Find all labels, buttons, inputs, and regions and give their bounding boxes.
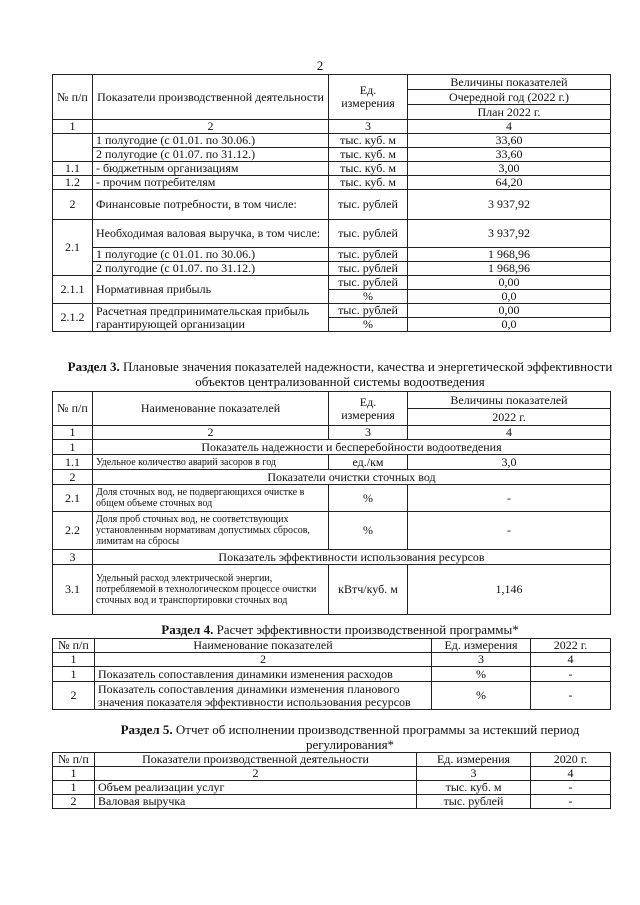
table-row: 1 Показатель сопоставления динамики изменения расходов % - [53,667,611,682]
table-row: 1 полугодие (с 01.01. по 30.06.) тыс. куб. м 33,60 [53,134,611,148]
table-row: 1 полугодие (с 01.01. по 30.06.) тыс. рублей 1 968,96 [53,248,611,262]
header-values: Величины показателей [408,75,611,90]
section5-title: Отчет об исполнении производственной программы за истекший период регулирования* [175,722,580,752]
header-unit: Ед. измерения [417,753,531,767]
section3-title: Плановые значения показателей надежности, качества и энергетической эффективности объектов централизованной системы водоотведения [122,359,613,389]
table-row: 3.1 Удельный расход электрической энергии, потребляемой в технологическом процессе очистки сточных вод и транспортировки сточных вод кВтч/куб. м 1,146 [53,565,611,615]
header-num: № п/п [53,753,95,767]
header-name: Показатели производственной деятельности [95,753,417,767]
table-row: % 0,0 [53,318,611,332]
table-row: 1 Объем реализации услуг тыс. куб. м - [53,781,611,795]
reliability-indicators-table [52,391,611,615]
section5-label: Раздел 5. [120,722,173,737]
table-row: 2.2 Доля проб сточных вод, не соответствующих установленным нормативам допустимых сбросов, лимитам на сбросы % - [53,512,611,550]
header-year: Очередной год (2022 г.) [408,90,611,105]
table-row: 2 Показатель сопоставления динамики изменения планового значения показателя эффективности использования ресурсов % - [53,682,611,710]
table-row: 2 полугодие (с 01.07. по 31.12.) тыс. куб. м 33,60 [53,148,611,162]
header-name: Наименование показателей [93,392,329,426]
header-values: Величины показателей [408,392,611,409]
production-indicators-table [52,74,611,332]
efficiency-table [52,638,611,710]
table-row: 2.1.2 Расчетная предпринимательская прибыль гарантирующей организации тыс. рублей 0,00 [53,304,611,318]
group-row: 3 Показатель эффективности использования ресурсов [53,550,611,565]
index-row: 1 2 3 4 [53,426,611,440]
header-num: № п/п [53,75,93,120]
table-row: 2.1 Необходимая валовая выручка, в том числе: тыс. рублей 3 937,92 [53,220,611,248]
section3-label: Раздел 3. [67,359,120,374]
section4-label: Раздел 4. [161,622,214,637]
header-year: 2022 г. [408,409,611,426]
header-name: Наименование показателей [95,639,432,653]
header-num: № п/п [53,639,95,653]
section4-title: Расчет эффективности производственной программы* [216,622,519,637]
report-table [52,752,611,809]
section3-heading [60,359,620,389]
table-row: % 0,0 [53,290,611,304]
header-num: № п/п [53,392,93,426]
table-row: 1.2 - прочим потребителям тыс. куб. м 64,20 [53,176,611,190]
table-row: 1.1 Удельное количество аварий засоров в год ед./км 3,0 [53,455,611,470]
table-row: 2.1 Доля сточных вод, не подвергающихся очистке в общем объеме сточных вод % - [53,485,611,512]
table-row: 2 Валовая выручка тыс. рублей - [53,795,611,809]
index-row: 1 2 3 4 [53,767,611,781]
table-row: 2 полугодие (с 01.07. по 31.12.) тыс. рублей 1 968,96 [53,262,611,276]
header-unit: Ед. измерения [432,639,531,653]
table-row: 1.1 - бюджетным организациям тыс. куб. м 3,00 [53,162,611,176]
section5-heading [100,722,600,752]
group-row: 2 Показатели очистки сточных вод [53,470,611,485]
header-year: 2020 г. [531,753,611,767]
header-year: 2022 г. [531,639,611,653]
group-row: 1 Показатель надежности и бесперебойности водоотведения [53,440,611,455]
section4-heading [60,622,620,637]
page-number: 2 [316,58,324,73]
table-row: 2.1.1 Нормативная прибыль тыс. рублей 0,00 [53,276,611,290]
index-row: 1 2 3 4 [53,120,611,134]
header-unit: Ед. измерения [329,75,408,120]
index-row: 1 2 3 4 [53,653,611,667]
header-unit: Ед. измерения [329,392,408,426]
table-row: 2 Финансовые потребности, в том числе: тыс. рублей 3 937,92 [53,190,611,220]
header-plan: План 2022 г. [408,105,611,120]
header-indicator: Показатели производственной деятельности [93,75,329,120]
